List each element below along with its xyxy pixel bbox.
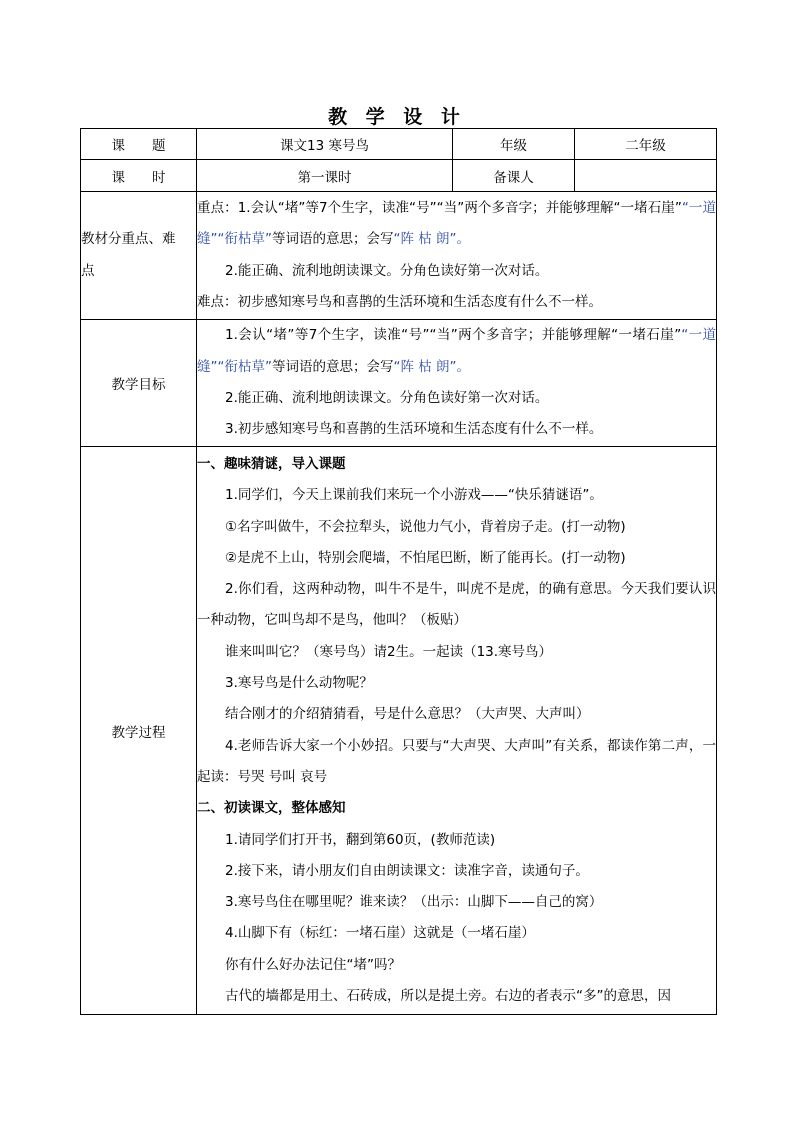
process-paragraph: 谁来叫叫它？（寒号鸟）请2生。一起读（13.寒号鸟）	[225, 643, 553, 660]
lesson-plan-table	[80, 128, 717, 1015]
label-analysis: 教材分重点、难 点	[81, 192, 197, 320]
analysis-reading: 2.能正确、流利地朗读课文。分角色读好第一次对话。	[225, 262, 549, 279]
row-period	[81, 160, 717, 192]
process-paragraph: 古代的墙都是用土、石砖成，所以是提土旁。右边的者表示“多”的意思，因	[225, 988, 671, 1005]
process-paragraph: 结合刚才的介绍猜猜看，号是什么意思？（大声哭、大声叫）	[225, 706, 590, 723]
content-process	[197, 447, 717, 1015]
process-paragraph: ②是虎不上山，特别会爬墙，不怕尾巴断，断了能再长。(打一动物)	[225, 549, 626, 566]
content-objectives	[197, 320, 717, 447]
value-preparer	[575, 160, 717, 192]
value-period: 第一课时	[197, 160, 453, 192]
process-paragraph: 4.老师告诉大家一个小妙招。只要与“大声哭、大声叫”有关系，都读作第二声，一起读：号哭 号叫 哀号	[197, 737, 716, 785]
process-paragraph: 2.你们看，这两种动物，叫牛不是牛，叫虎不是虎，的确有意思。今天我们要认识一种动物，它叫鸟却不是鸟，他叫？（板贴）	[197, 581, 716, 629]
process-paragraph: 1.同学们，今天上课前我们来玩一个小游戏——“快乐猜谜语”。	[225, 487, 603, 504]
objective-2: 2.能正确、流利地朗读课文。分角色读好第一次对话。	[225, 390, 549, 406]
process-paragraph: 3.寒号鸟住在哪里呢？谁来读？（出示：山脚下——自己的窝）	[225, 894, 603, 911]
document-title: 教 学 设 计	[328, 106, 466, 128]
process-paragraph: 2.接下来，请小朋友们自由朗读课文：读准字音，读通句子。	[225, 862, 589, 879]
value-grade: 二年级	[575, 129, 717, 160]
label-process: 教学过程	[81, 447, 197, 1015]
row-topic	[81, 129, 717, 160]
process-paragraph: 你有什么好办法记住“堵”吗？	[225, 956, 401, 973]
analysis-key-point: 重点：1.会认“堵”等7个生字，读准“号”“当”两个多音字；并能够理解“一堵石崖”“一道缝”“衔枯草”等词语的意思；会写“阵 枯 朗”。	[197, 199, 716, 248]
row-objectives	[81, 320, 717, 447]
label-topic: 课 题	[81, 129, 197, 160]
row-process	[81, 447, 717, 1015]
content-analysis	[197, 192, 717, 320]
process-paragraph: 4.山脚下有（标红：一堵石崖）这就是（一堵石崖）	[225, 925, 535, 942]
objective-3: 3.初步感知寒号鸟和喜鹊的生活环境和生活态度有什么不一样。	[225, 421, 603, 438]
label-period: 课 时	[81, 160, 197, 192]
label-preparer: 备课人	[453, 160, 575, 192]
value-topic: 课文13 寒号鸟	[197, 129, 453, 160]
row-analysis	[81, 192, 717, 320]
process-paragraph: 3.寒号鸟是什么动物呢？	[225, 675, 373, 692]
analysis-difficulty: 难点：初步感知寒号鸟和喜鹊的生活环境和生活态度有什么不一样。	[197, 293, 602, 310]
label-objectives: 教学目标	[81, 320, 197, 447]
objective-1: 1.会认“堵”等7个生字，读准“号”“当”两个多音字；并能够理解“一堵石崖”“一道缝”“衔枯草”等词语的意思；会写“阵 枯 朗”。	[197, 327, 716, 375]
process-paragraph: ①名字叫做牛，不会拉犁头，说他力气小，背着房子走。(打一动物)	[225, 518, 626, 535]
process-section-heading: 一、趣味猜谜，导入课题	[197, 456, 346, 472]
process-section-heading: 二、初读课文，整体感知	[197, 800, 346, 817]
process-paragraph: 1.请同学们打开书，翻到第60页，(教师范读)	[225, 831, 496, 848]
label-grade: 年级	[453, 129, 575, 160]
process-paragraphs	[197, 449, 716, 1012]
